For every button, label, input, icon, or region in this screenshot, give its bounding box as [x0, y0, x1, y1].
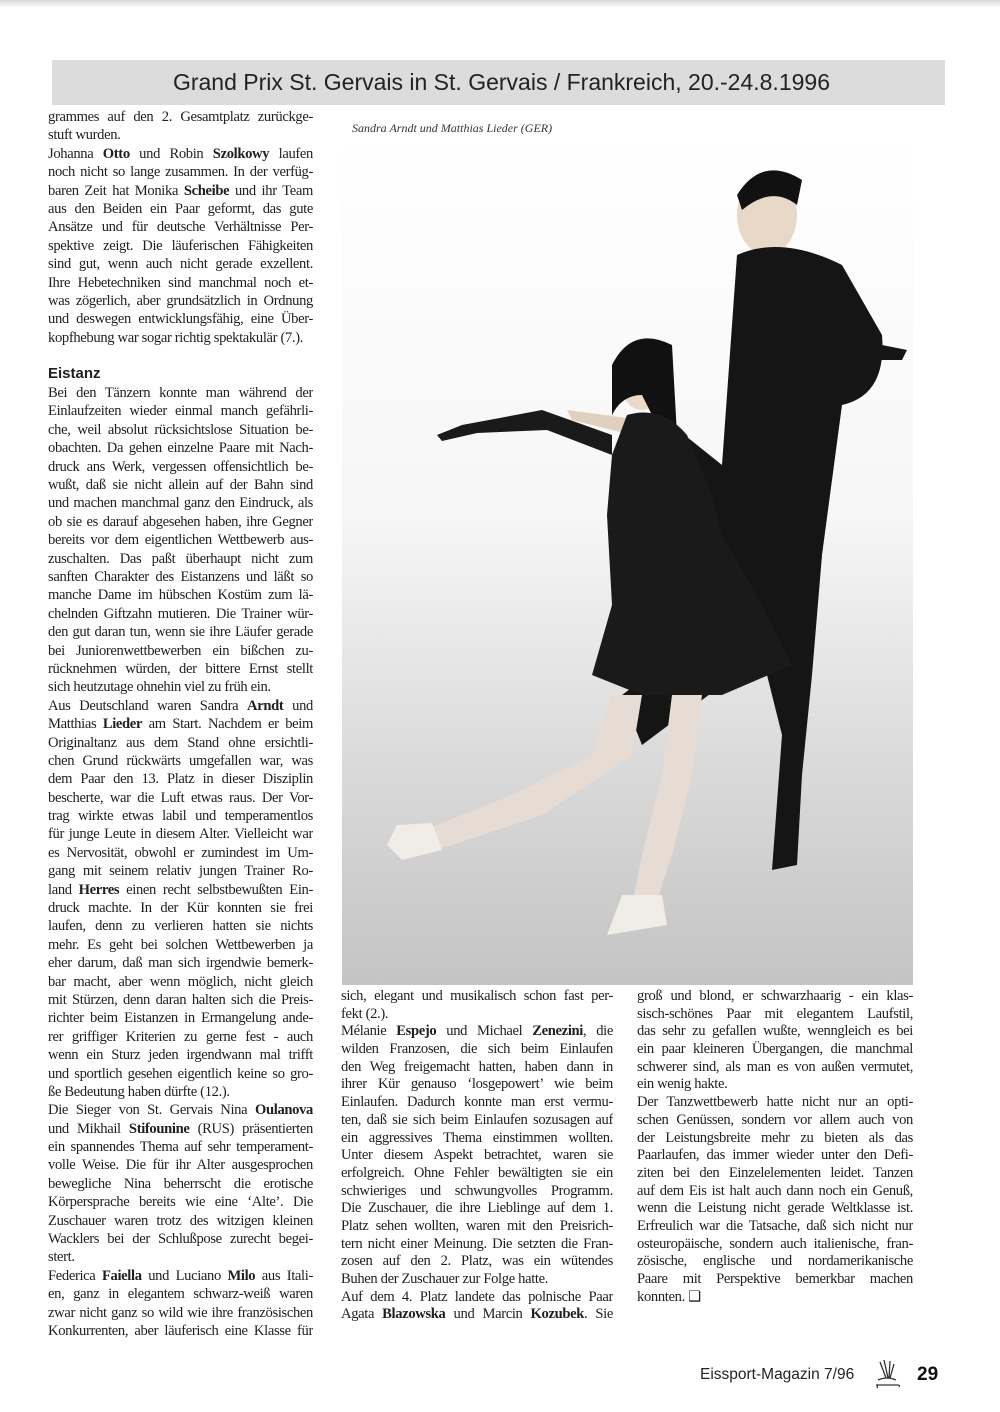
text-line: Platz sehen wollten, waren mit den Preisrich- — [341, 1217, 613, 1234]
text-line: laufen, denn zu verlieren hatten sie nichts — [48, 918, 313, 935]
text-line: osteuropäische, sondern auch italienische, fran- — [637, 1235, 913, 1252]
text-line: Zuschauer waren trotz des witzigen kleinen — [48, 1212, 313, 1229]
text-line: Die Zuschauer, die ihre Lieblinge auf dem 1. — [341, 1200, 613, 1217]
text-line: schen Genüssen, sondern vor allem auch von — [637, 1111, 913, 1128]
text-line: und machen manchmal ganz den Eindruck, als — [48, 495, 313, 512]
text-line: wilden Franzosen, die sich beim Einlaufen — [341, 1041, 613, 1058]
text-line: ein spannendes Thema auf sehr temperament- — [48, 1139, 313, 1156]
text-line: Erfreulich war die Tatsache, daß sich nicht nur — [637, 1217, 913, 1234]
text-line: sich heutzutage ohnehin viel zu früh ein. — [48, 679, 271, 696]
text-line: Konkurrenten, aber läuferisch eine Klasse für — [48, 1323, 313, 1339]
scan-edge — [0, 0, 1000, 8]
text-line: stert. — [48, 1249, 75, 1266]
text-line: obachten. Da gehen einzelne Paare mit Nach- — [48, 440, 313, 457]
text-line: rer griffiger Kriterien zu gerne fest - auch — [48, 1028, 313, 1045]
text-line: Paare mit Perspektive bemerkbar machen — [637, 1271, 913, 1287]
name-bold: Lieder — [102, 716, 143, 733]
text-line: erfolgreich. Ohne Fehler bewältigten sie ein — [341, 1164, 613, 1181]
text-line: schwieriges und schwungvolles Programm. — [341, 1182, 613, 1199]
text-line: grammes auf den 2. Gesamtplatz zurückge- — [48, 109, 313, 125]
text-line: für junge Leute in diesem Alter. Vielleicht war — [48, 826, 313, 843]
text-line: Matthias Lieder am Start. Nachdem er beim — [48, 716, 313, 733]
page-number: 29 — [917, 1364, 939, 1385]
text-line: zwar nicht ganz so wild wie ihre französischen — [48, 1304, 313, 1321]
text-line: land Herres einen recht selbstbewußten Ein- — [48, 881, 313, 898]
text-line: Auf dem 4. Platz landete das polnische Paar — [341, 1288, 613, 1305]
text-column-middle — [341, 988, 613, 1324]
text-line: mehr. Es geht bei solchen Wettbewerben ja — [48, 936, 313, 953]
name-bold: Kozubek — [530, 1306, 585, 1323]
name-bold: Otto — [102, 145, 130, 162]
text-line: eher darum, daß man sich irgendwie bemerk- — [48, 955, 313, 972]
text-line: ten, daß sie sich beim Einlaufen sozusagen auf — [341, 1111, 613, 1128]
text-line: en, ganz in elegantem schwarz-weiß waren — [48, 1286, 313, 1303]
text-line: den gut daran tun, wenn sie ihre Läufer gerade — [48, 624, 313, 641]
text-line: und sportlich gesehen eigentlich keine so gro- — [48, 1065, 313, 1082]
photo-ice-dancers — [342, 135, 913, 985]
text-line: groß und blond, er schwarzhaarig - ein klas- — [637, 988, 913, 1004]
text-line: chen Grund rückwärts umgefallen war, was — [48, 752, 313, 769]
paragraph — [48, 145, 313, 347]
text-line: Wacklers bei der Schlußpose zurecht begei- — [48, 1231, 313, 1248]
text-line: Paarlaufen, das immer wieder unter den Defi- — [637, 1147, 913, 1164]
text-line: sich, elegant und musikalisch schon fast per- — [341, 988, 613, 1004]
text-line: Federica Faiella und Luciano Milo aus Itali- — [48, 1267, 313, 1284]
text-line: stuft wurden. — [48, 127, 121, 144]
paragraph — [48, 1267, 313, 1341]
text-line: was zögerlich, aber grundsätzlich in Ordnung — [48, 292, 313, 309]
text-line: ihrer Kür genauso ‘losgepowert’ wie beim — [341, 1076, 613, 1093]
text-line: noch nicht so lange zusammen. In der verfüg- — [48, 164, 313, 181]
paragraph — [637, 1094, 913, 1306]
text-line: bescherte, war die Luft etwas raus. Der Vor- — [48, 789, 313, 806]
name-bold: Herres — [78, 881, 120, 898]
article-header-bar — [52, 60, 945, 105]
text-line: konnten. ❑ — [637, 1288, 701, 1305]
text-line: wenn ein Sturz jeden irgendwann mal trifft — [48, 1047, 313, 1064]
footer-magazine-name: Eissport-Magazin 7/96 — [700, 1366, 855, 1383]
text-line: bar macht, aber wenn möglich, nicht gleich — [48, 973, 313, 990]
paragraph — [341, 1289, 613, 1324]
text-line: es Nervosität, obwohl er zumindest im Um- — [48, 844, 313, 861]
text-column-left — [48, 108, 313, 1340]
magazine-logo-icon — [872, 1358, 902, 1390]
paragraph — [48, 384, 313, 697]
text-line: bereits vor dem eigentlichen Wettbewerb aus- — [48, 532, 313, 549]
text-line: Mélanie Espejo und Michael Zenezini, die — [341, 1023, 613, 1040]
text-line: dem Paar den 13. Platz in dieser Disziplin — [48, 771, 313, 788]
text-line: zosen auf den 2. Platz, was ein wütendes — [341, 1253, 613, 1270]
text-line: tern nicht einer Meinung. Die setzten die Fran- — [341, 1235, 613, 1252]
text-line: Ansätze und für deutsche Verhältnisse Per- — [48, 219, 313, 236]
paragraph — [341, 1023, 613, 1288]
text-line: schwerer sind, als man es von außen vermutet, — [637, 1058, 913, 1075]
text-line: Einlaufen. Dadurch konnte man erst vermu- — [341, 1094, 613, 1111]
name-bold: Oulanova — [254, 1102, 313, 1119]
text-line: ein aggressives Thema einstimmen wollten. — [341, 1129, 613, 1146]
section-heading: Eistanz — [48, 365, 101, 383]
text-line: sisch-schönes Paar mit elegantem Laufstil, — [637, 1005, 913, 1022]
name-bold: Zenezini — [532, 1023, 583, 1040]
text-line: druck ans Werk, vergessen offensichtlich be- — [48, 458, 313, 475]
text-line: kopfhebung war sogar richtig spektakulär (7.). — [48, 329, 304, 346]
text-line: wenn die Leistung nicht gerade Weltklasse ist. — [637, 1200, 913, 1217]
text-line: trag wirkte etwas labil und temperamentlos — [48, 808, 313, 825]
text-line: Ihre Hebetechniken sind manchmal noch et- — [48, 274, 313, 291]
paragraph — [341, 988, 613, 1023]
text-line: zuschalten. Das paßt überhaupt nicht zum — [48, 550, 313, 567]
name-bold: Arndt — [247, 697, 284, 714]
text-line: chelnden Giftzahn mutieren. Die Trainer wür- — [48, 605, 313, 622]
name-bold: Blazowska — [382, 1306, 446, 1323]
text-line: ob sie es darauf abgesehen haben, ihre Gegner — [48, 513, 313, 530]
text-line: Agata Blazowska und Marcin Kozubek. Sie — [341, 1306, 613, 1323]
text-line: gang mit seinem relativ jungen Trainer Ro- — [48, 863, 313, 880]
text-line: mit Stürzen, denn daran halten sich die Preis- — [48, 991, 313, 1008]
text-line: Aus Deutschland waren Sandra Arndt und — [48, 697, 313, 714]
text-line: Johanna Otto und Robin Szolkowy laufen — [48, 145, 313, 162]
text-line: der Leistungsbreite mehr zu bieten als das — [637, 1129, 913, 1146]
text-line: ziten bei den Einzelelementen leidet. Tanzen — [637, 1164, 913, 1181]
paragraph — [637, 988, 913, 1094]
article-title: Grand Prix St. Gervais in St. Gervais / Frankreich, 20.-24.8.1996 — [172, 69, 830, 95]
text-line: sind gut, wenn auch nicht gerade exzellent. — [48, 256, 313, 273]
name-bold: Szolkowy — [212, 145, 270, 162]
text-line: baren Zeit hat Monika Scheibe und ihr Team — [48, 182, 313, 199]
text-line: rücknehmen würden, der bittere Ernst stellt — [48, 660, 313, 677]
name-bold: Milo — [227, 1267, 256, 1284]
text-column-right — [637, 988, 913, 1306]
text-line: und Mikhail Stifounine (RUS) präsentierten — [48, 1120, 313, 1137]
text-line: Bei den Tänzern konnte man während der — [48, 385, 313, 402]
text-line: Unter diesem Aspekt betrachtet, waren sie — [341, 1147, 613, 1164]
text-line: Einlaufzeiten wieder einmal manch gefährli- — [48, 403, 313, 420]
text-line: ein wenig hakte. — [637, 1076, 728, 1093]
text-line: druck machte. In der Kür konnten sie frei — [48, 900, 313, 917]
text-line: bewegliche Nina beherrscht die erotische — [48, 1175, 313, 1192]
paragraph — [48, 1101, 313, 1267]
name-bold: Stifounine — [128, 1120, 190, 1137]
text-line: richter beim Eistanzen in Ermangelung ande- — [48, 1010, 313, 1027]
text-line: manche Dame im hübschen Kostüm zum lä- — [48, 587, 313, 604]
name-bold: Faiella — [101, 1267, 142, 1284]
photo-caption: Sandra Arndt und Matthias Lieder (GER) — [352, 121, 553, 135]
name-bold: Espejo — [396, 1023, 437, 1040]
text-line: aus den Beiden ein Paar geformt, das gute — [48, 200, 313, 217]
paragraph — [48, 697, 313, 1102]
text-line: sanften Charakter des Eistanzens und läßt so — [48, 568, 313, 585]
text-line: Der Tanzwettbewerb hatte nicht nur an opti- — [637, 1094, 913, 1111]
text-line: fekt (2.). — [341, 1005, 389, 1022]
text-line: bei Juniorenwettbewerben ein bißchen zu- — [48, 642, 313, 659]
text-line: ße Bedeutung haben dürfte (12.). — [48, 1083, 230, 1100]
text-line: auf dem Eis ist halt auch dann noch ein Genuß, — [637, 1182, 913, 1199]
text-line: Körpersprache bereits wie eine ‘Alte’. Die — [48, 1194, 313, 1211]
text-line: volle Weise. Die für ihr Alter ausgesprochen — [48, 1157, 313, 1174]
text-line: Die Sieger von St. Gervais Nina Oulanova — [48, 1102, 313, 1119]
text-line: und deswegen entwicklungsfähig, eine Über- — [48, 311, 313, 328]
text-line: wußt, daß sie nicht allein auf der Bahn sind — [48, 477, 313, 494]
name-bold: Scheibe — [183, 182, 230, 199]
text-line: che, weil absolut rücksichtslose Situation be- — [48, 421, 313, 438]
text-line: Originaltanz aus dem Stand ohne ersichtli- — [48, 734, 313, 751]
text-line: zösische, englische und nordamerikanische — [637, 1253, 913, 1270]
text-line: das sehr zu gefallen wußte, wenngleich es bei — [637, 1023, 913, 1040]
paragraph — [48, 108, 313, 145]
text-line: Buhen der Zuschauer zur Folge hatte. — [341, 1271, 549, 1287]
text-line: den Weg freigemacht hatten, haben dann in — [341, 1058, 613, 1075]
text-line: ein paar kleineren Übergangen, die manchmal — [637, 1041, 913, 1058]
text-line: spektive zeigt. Die läuferischen Fähigkeiten — [48, 237, 313, 254]
